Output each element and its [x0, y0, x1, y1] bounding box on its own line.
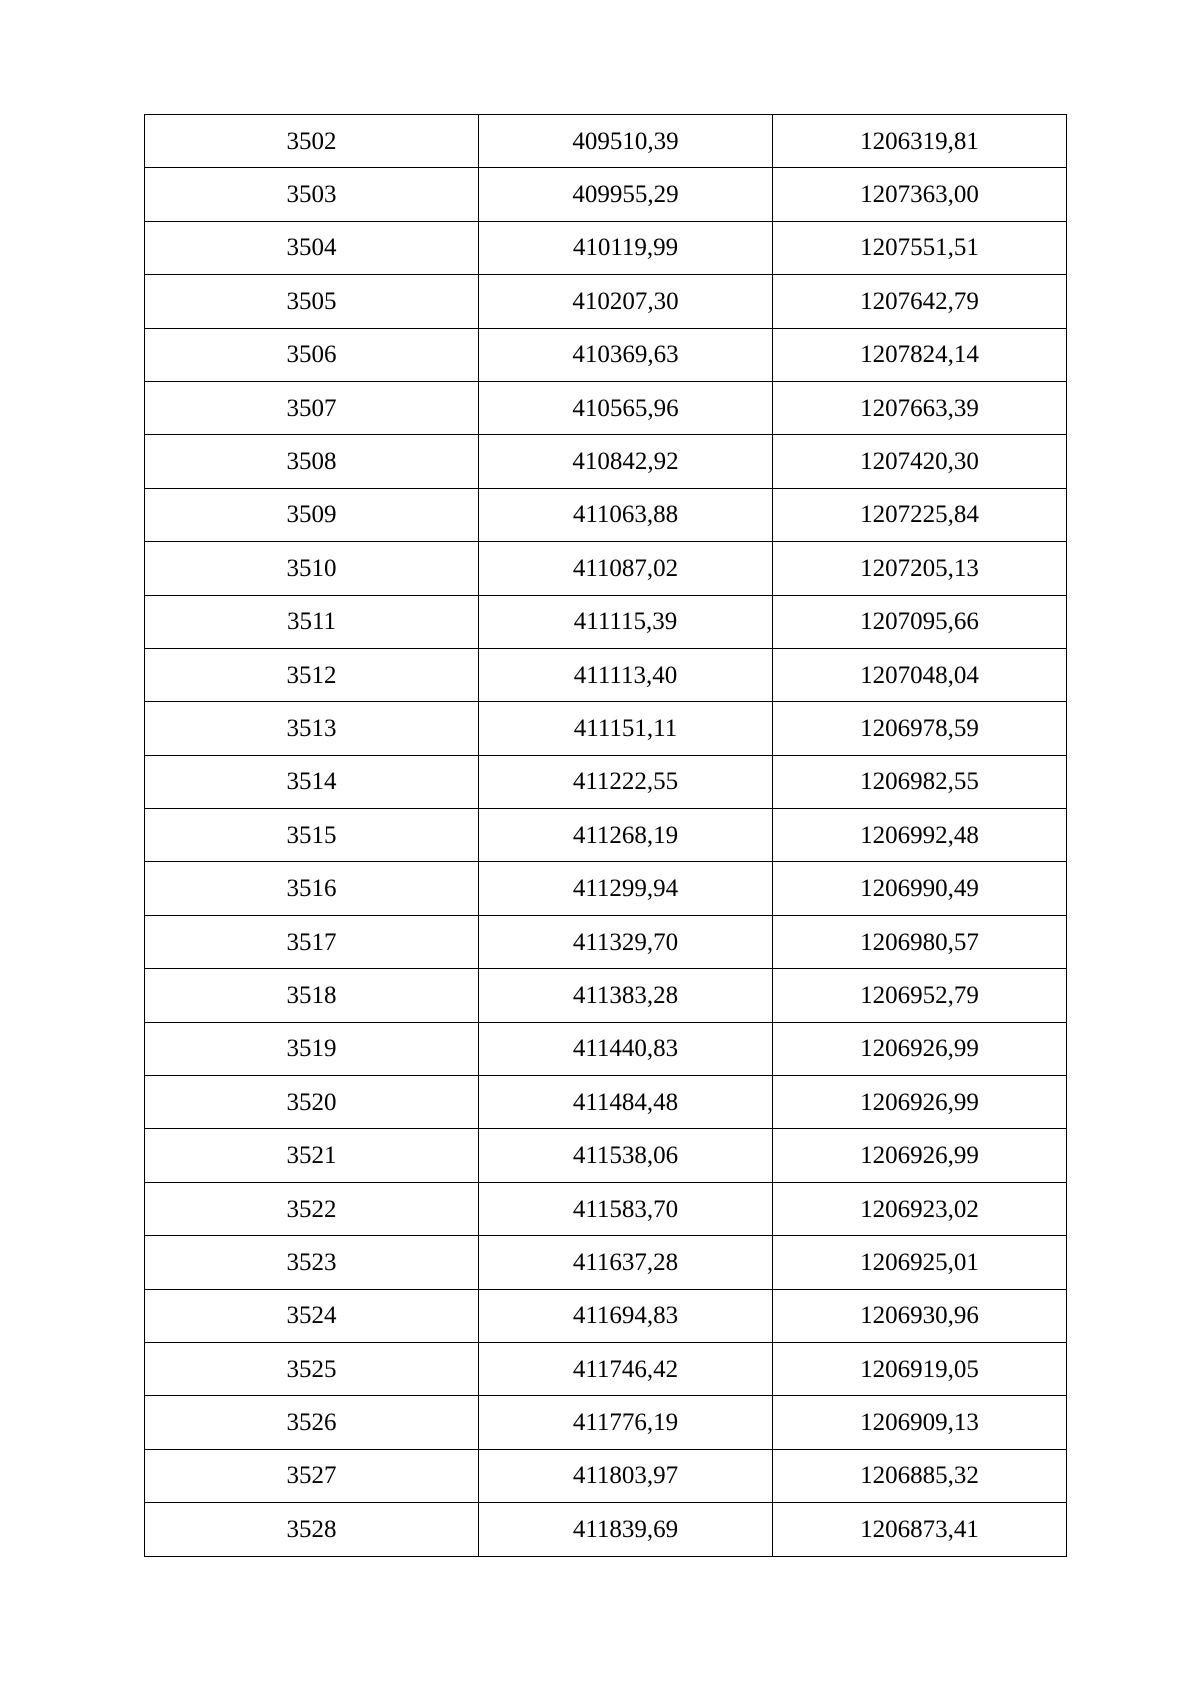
point-number-cell: 3520	[145, 1076, 479, 1129]
table-row	[145, 1503, 1067, 1556]
x-coordinate-cell: 410842,92	[479, 435, 773, 488]
y-coordinate-cell: 1206873,41	[773, 1503, 1067, 1556]
point-number-cell: 3508	[145, 435, 479, 488]
table-row	[145, 542, 1067, 595]
point-number-cell: 3519	[145, 1022, 479, 1075]
y-coordinate-cell: 1206978,59	[773, 702, 1067, 755]
x-coordinate-cell: 411087,02	[479, 542, 773, 595]
y-coordinate-cell: 1206923,02	[773, 1182, 1067, 1235]
point-number-cell: 3518	[145, 969, 479, 1022]
x-coordinate-cell: 411299,94	[479, 862, 773, 915]
point-number-cell: 3517	[145, 915, 479, 968]
table-row	[145, 915, 1067, 968]
x-coordinate-cell: 411484,48	[479, 1076, 773, 1129]
y-coordinate-cell: 1206919,05	[773, 1342, 1067, 1395]
point-number-cell: 3510	[145, 542, 479, 595]
y-coordinate-cell: 1206980,57	[773, 915, 1067, 968]
y-coordinate-cell: 1207824,14	[773, 328, 1067, 381]
table-row	[145, 1022, 1067, 1075]
table-row	[145, 328, 1067, 381]
point-number-cell: 3502	[145, 115, 479, 168]
y-coordinate-cell: 1206952,79	[773, 969, 1067, 1022]
y-coordinate-cell: 1207048,04	[773, 648, 1067, 701]
point-number-cell: 3524	[145, 1289, 479, 1342]
table-row	[145, 1236, 1067, 1289]
point-number-cell: 3521	[145, 1129, 479, 1182]
table-row	[145, 755, 1067, 808]
y-coordinate-cell: 1206319,81	[773, 115, 1067, 168]
x-coordinate-cell: 410369,63	[479, 328, 773, 381]
table-row	[145, 115, 1067, 168]
coordinates-table	[144, 114, 1067, 1557]
table-row	[145, 1129, 1067, 1182]
table-row	[145, 702, 1067, 755]
point-number-cell: 3525	[145, 1342, 479, 1395]
point-number-cell: 3516	[145, 862, 479, 915]
x-coordinate-cell: 411583,70	[479, 1182, 773, 1235]
x-coordinate-cell: 411637,28	[479, 1236, 773, 1289]
y-coordinate-cell: 1206925,01	[773, 1236, 1067, 1289]
table-row	[145, 1289, 1067, 1342]
x-coordinate-cell: 409510,39	[479, 115, 773, 168]
x-coordinate-cell: 411839,69	[479, 1503, 773, 1556]
x-coordinate-cell: 411222,55	[479, 755, 773, 808]
table-row	[145, 648, 1067, 701]
table-row	[145, 809, 1067, 862]
x-coordinate-cell: 411115,39	[479, 595, 773, 648]
point-number-cell: 3512	[145, 648, 479, 701]
point-number-cell: 3511	[145, 595, 479, 648]
x-coordinate-cell: 410119,99	[479, 221, 773, 274]
point-number-cell: 3507	[145, 381, 479, 434]
y-coordinate-cell: 1206982,55	[773, 755, 1067, 808]
y-coordinate-cell: 1207363,00	[773, 168, 1067, 221]
x-coordinate-cell: 411268,19	[479, 809, 773, 862]
x-coordinate-cell: 411803,97	[479, 1449, 773, 1502]
x-coordinate-cell: 410565,96	[479, 381, 773, 434]
table-row	[145, 435, 1067, 488]
point-number-cell: 3509	[145, 488, 479, 541]
point-number-cell: 3505	[145, 275, 479, 328]
y-coordinate-cell: 1206990,49	[773, 862, 1067, 915]
x-coordinate-cell: 410207,30	[479, 275, 773, 328]
table-row	[145, 1182, 1067, 1235]
y-coordinate-cell: 1207663,39	[773, 381, 1067, 434]
y-coordinate-cell: 1207205,13	[773, 542, 1067, 595]
table-row	[145, 1396, 1067, 1449]
point-number-cell: 3513	[145, 702, 479, 755]
table-row	[145, 1342, 1067, 1395]
table-row	[145, 862, 1067, 915]
point-number-cell: 3514	[145, 755, 479, 808]
x-coordinate-cell: 411063,88	[479, 488, 773, 541]
y-coordinate-cell: 1207225,84	[773, 488, 1067, 541]
table-row	[145, 488, 1067, 541]
x-coordinate-cell: 411746,42	[479, 1342, 773, 1395]
table-row	[145, 1076, 1067, 1129]
x-coordinate-cell: 411383,28	[479, 969, 773, 1022]
x-coordinate-cell: 411151,11	[479, 702, 773, 755]
x-coordinate-cell: 411694,83	[479, 1289, 773, 1342]
y-coordinate-cell: 1206926,99	[773, 1129, 1067, 1182]
y-coordinate-cell: 1206885,32	[773, 1449, 1067, 1502]
y-coordinate-cell: 1206926,99	[773, 1022, 1067, 1075]
point-number-cell: 3522	[145, 1182, 479, 1235]
y-coordinate-cell: 1207642,79	[773, 275, 1067, 328]
table-row	[145, 275, 1067, 328]
point-number-cell: 3528	[145, 1503, 479, 1556]
x-coordinate-cell: 411113,40	[479, 648, 773, 701]
point-number-cell: 3515	[145, 809, 479, 862]
y-coordinate-cell: 1207095,66	[773, 595, 1067, 648]
point-number-cell: 3527	[145, 1449, 479, 1502]
x-coordinate-cell: 411776,19	[479, 1396, 773, 1449]
point-number-cell: 3523	[145, 1236, 479, 1289]
table-row	[145, 595, 1067, 648]
table-row	[145, 381, 1067, 434]
table-row	[145, 1449, 1067, 1502]
table-body	[145, 115, 1067, 1557]
table-row	[145, 168, 1067, 221]
point-number-cell: 3503	[145, 168, 479, 221]
x-coordinate-cell: 411440,83	[479, 1022, 773, 1075]
x-coordinate-cell: 411538,06	[479, 1129, 773, 1182]
x-coordinate-cell: 411329,70	[479, 915, 773, 968]
y-coordinate-cell: 1206992,48	[773, 809, 1067, 862]
point-number-cell: 3504	[145, 221, 479, 274]
y-coordinate-cell: 1206930,96	[773, 1289, 1067, 1342]
point-number-cell: 3506	[145, 328, 479, 381]
y-coordinate-cell: 1207551,51	[773, 221, 1067, 274]
y-coordinate-cell: 1206926,99	[773, 1076, 1067, 1129]
point-number-cell: 3526	[145, 1396, 479, 1449]
table-row	[145, 221, 1067, 274]
x-coordinate-cell: 409955,29	[479, 168, 773, 221]
table-row	[145, 969, 1067, 1022]
y-coordinate-cell: 1207420,30	[773, 435, 1067, 488]
y-coordinate-cell: 1206909,13	[773, 1396, 1067, 1449]
